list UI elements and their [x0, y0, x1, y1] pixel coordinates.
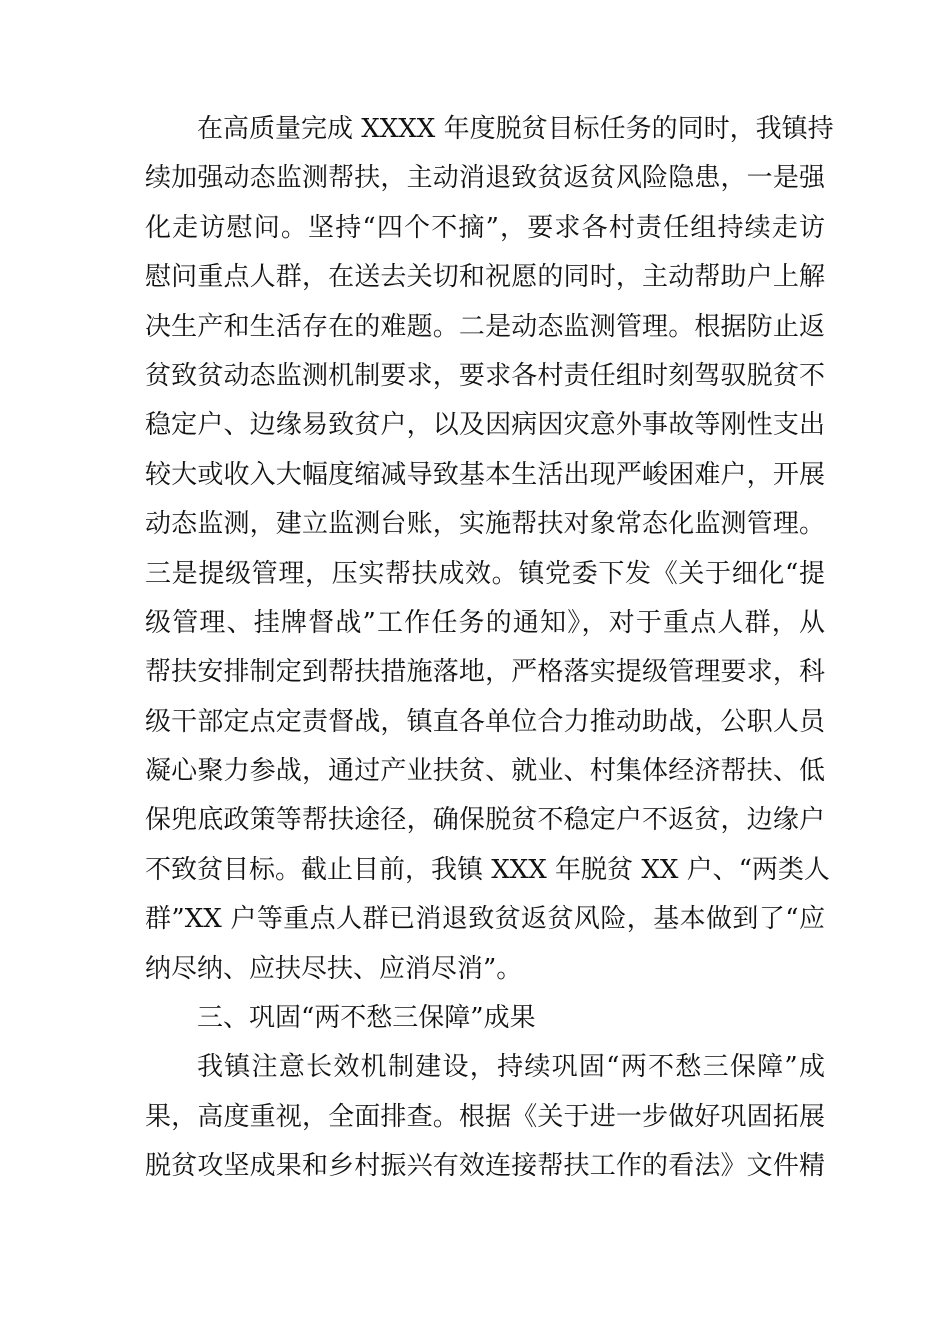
paragraph-line: 慰问重点人群，在送去关切和祝愿的同时，主动帮助户上解 — [145, 262, 825, 293]
paragraph-1 — [145, 105, 834, 994]
paragraph-line: 帮扶安排制定到帮扶措施落地，严格落实提级管理要求，科 — [145, 657, 825, 688]
paragraph-line: 群”XX 户等重点人群已消退致贫返贫风险，基本做到了“应 — [145, 904, 825, 935]
paragraph-line: 三是提级管理，压实帮扶成效。镇党委下发《关于细化“提 — [145, 558, 825, 589]
paragraph-line: 脱贫攻坚成果和乡村振兴有效连接帮扶工作的看法》文件精 — [145, 1151, 825, 1182]
paragraph-2 — [145, 1043, 825, 1191]
paragraph-line: 果，高度重视，全面排查。根据《关于进一步做好巩固拓展 — [145, 1101, 825, 1132]
paragraph-line: 保兜底政策等帮扶途径，确保脱贫不稳定户不返贫，边缘户 — [145, 805, 825, 836]
paragraph-line: 化走访慰问。坚持“四个不摘”，要求各村责任组持续走访 — [145, 212, 825, 243]
paragraph-line: 续加强动态监测帮扶，主动消退致贫返贫风险隐患，一是强 — [145, 163, 825, 194]
paragraph-line: 稳定户、边缘易致贫户，以及因病因灾意外事故等刚性支出 — [145, 410, 825, 441]
paragraph-line: 凝心聚力参战，通过产业扶贫、就业、村集体经济帮扶、低 — [145, 756, 825, 787]
section-heading: 三、巩固“两不愁三保障”成果 — [197, 1003, 536, 1034]
paragraph-line: 贫致贫动态监测机制要求，要求各村责任组时刻驾驭脱贫不 — [145, 360, 825, 391]
paragraph-line: 在高质量完成 XXXX 年度脱贫目标任务的同时，我镇持 — [197, 114, 834, 144]
paragraph-line: 动态监测，建立监测台账，实施帮扶对象常态化监测管理。 — [145, 509, 825, 540]
paragraph-line: 级干部定点定责督战，镇直各单位合力推动助战，公职人员 — [145, 706, 825, 737]
paragraph-line: 纳尽纳、应扶尽扶、应消尽消”。 — [145, 953, 523, 984]
paragraph-line: 我镇注意长效机制建设，持续巩固“两不愁三保障”成 — [197, 1052, 825, 1083]
paragraph-line: 决生产和生活存在的难题。二是动态监测管理。根据防止返 — [145, 311, 825, 342]
paragraph-line: 级管理、挂牌督战”工作任务的通知》，对于重点人群，从 — [145, 607, 825, 638]
paragraph-line: 不致贫目标。截止目前，我镇 XXX 年脱贫 XX 户、“两类人 — [145, 854, 830, 885]
document-body — [145, 105, 834, 1192]
paragraph-line: 较大或收入大幅度缩减导致基本生活出现严峻困难户，开展 — [145, 459, 825, 490]
